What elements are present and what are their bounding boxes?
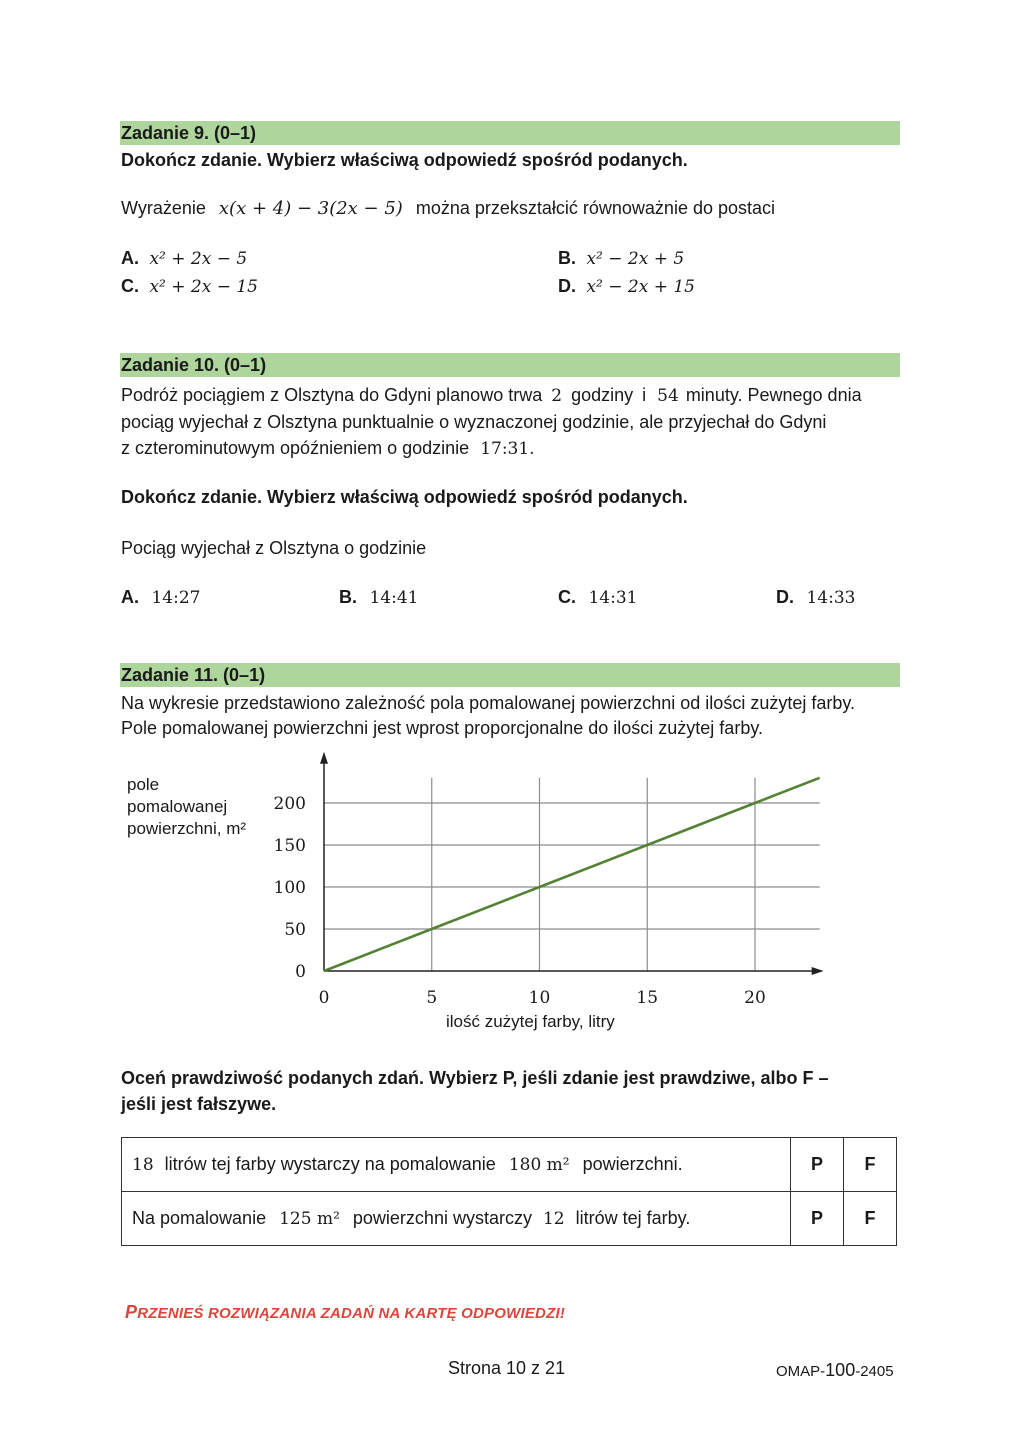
task10-instruction: Dokończ zdanie. Wybierz właściwą odpowiedź spośród podanych. [121, 487, 688, 507]
chart-xlabel: ilość zużytej farby, litry [446, 1012, 615, 1031]
true-false-table [121, 1137, 897, 1246]
task10-option-a[interactable]: A. 14:27 [121, 587, 201, 608]
statement-2-f-option[interactable]: F [844, 1192, 897, 1246]
x-tick-label: 15 [636, 988, 659, 1008]
x-tick-label: 0 [318, 988, 330, 1008]
x-tick-label: 5 [426, 988, 438, 1008]
series-line [324, 778, 820, 971]
x-tick-label: 20 [744, 988, 766, 1008]
statement-2-p-option[interactable]: P [791, 1192, 844, 1246]
task9-instruction: Dokończ zdanie. Wybierz właściwą odpowiedź spośród podanych. [121, 150, 688, 170]
task11-instruction: Oceń prawdziwość podanych zdań. Wybierz P, jeśli zdanie jest prawdziwe, albo F – jeśli jest fałszywe. [121, 1068, 829, 1114]
x-axis-arrow-icon [812, 967, 824, 975]
table-row [122, 1192, 897, 1246]
y-tick-label: 150 [273, 836, 306, 856]
page-number: Strona 10 z 21 [448, 1358, 566, 1378]
task9-prompt: Wyrażenie x(x + 4) − 3(2x − 5) można przekształcić równoważnie do postaci [121, 198, 776, 219]
task9-option-b[interactable]: B. x² − 2x + 5 [558, 248, 685, 269]
statement-1-p-option[interactable]: P [791, 1138, 844, 1192]
statement-2: Na pomalowanie 125 m² powierzchni wystarczy 12 litrów tej farby. [122, 1192, 791, 1246]
task9-option-d[interactable]: D. x² − 2x + 15 [558, 276, 695, 297]
task11-text: Na wykresie przedstawiono zależność pola pomalowanej powierzchni od ilości zużytej farby. Pole pomalowanej powierzchni jest wprost proporcjonalne do ilości zużytej farby. [121, 693, 856, 738]
task10-text: Podróż pociągiem z Olsztyna do Gdyni planowo trwa 2 godziny i 54 minuty. Pewnego dnia pociąg wyjechał z Olsztyna punktualnie o wyznaczonej godzinie, ale przyjechał do Gdyni z czterominutowym opóźnieniem o godzinie 17:31. [121, 385, 862, 459]
task10-header: Zadanie 10. (0–1) [121, 355, 267, 375]
task10-option-d[interactable]: D. 14:33 [776, 587, 856, 608]
y-axis-arrow-icon [320, 752, 328, 764]
chart-ylabel: pole pomalowanej powierzchni, m² [127, 775, 247, 838]
exam-code: OMAP-100-2405 [776, 1360, 894, 1380]
table-row [122, 1138, 897, 1192]
task11-header: Zadanie 11. (0–1) [121, 665, 266, 685]
y-tick-label: 100 [273, 878, 306, 898]
y-tick-label: 50 [284, 920, 306, 940]
task10-option-b[interactable]: B. 14:41 [339, 587, 419, 608]
task9-expression: x(x + 4) − 3(2x − 5) [218, 198, 403, 219]
y-tick-label: 200 [273, 794, 306, 814]
statement-1-f-option[interactable]: F [844, 1138, 897, 1192]
task9-option-c[interactable]: C. x² + 2x − 15 [121, 276, 258, 297]
transfer-notice: PRZENIEŚ ROZWIĄZANIA ZADAŃ NA KARTĘ ODPOWIEDZI! [125, 1302, 566, 1322]
task10-option-c[interactable]: C. 14:31 [558, 587, 638, 608]
task9-header: Zadanie 9. (0–1) [121, 123, 257, 143]
y-tick-label: 0 [295, 962, 306, 982]
x-tick-label: 10 [528, 988, 551, 1008]
task10-prompt: Pociąg wyjechał z Olsztyna o godzinie [121, 538, 427, 558]
statement-1: 18 litrów tej farby wystarczy na pomalowanie 180 m² powierzchni. [122, 1138, 791, 1192]
task9-option-a[interactable]: A. x² + 2x − 5 [121, 248, 248, 269]
